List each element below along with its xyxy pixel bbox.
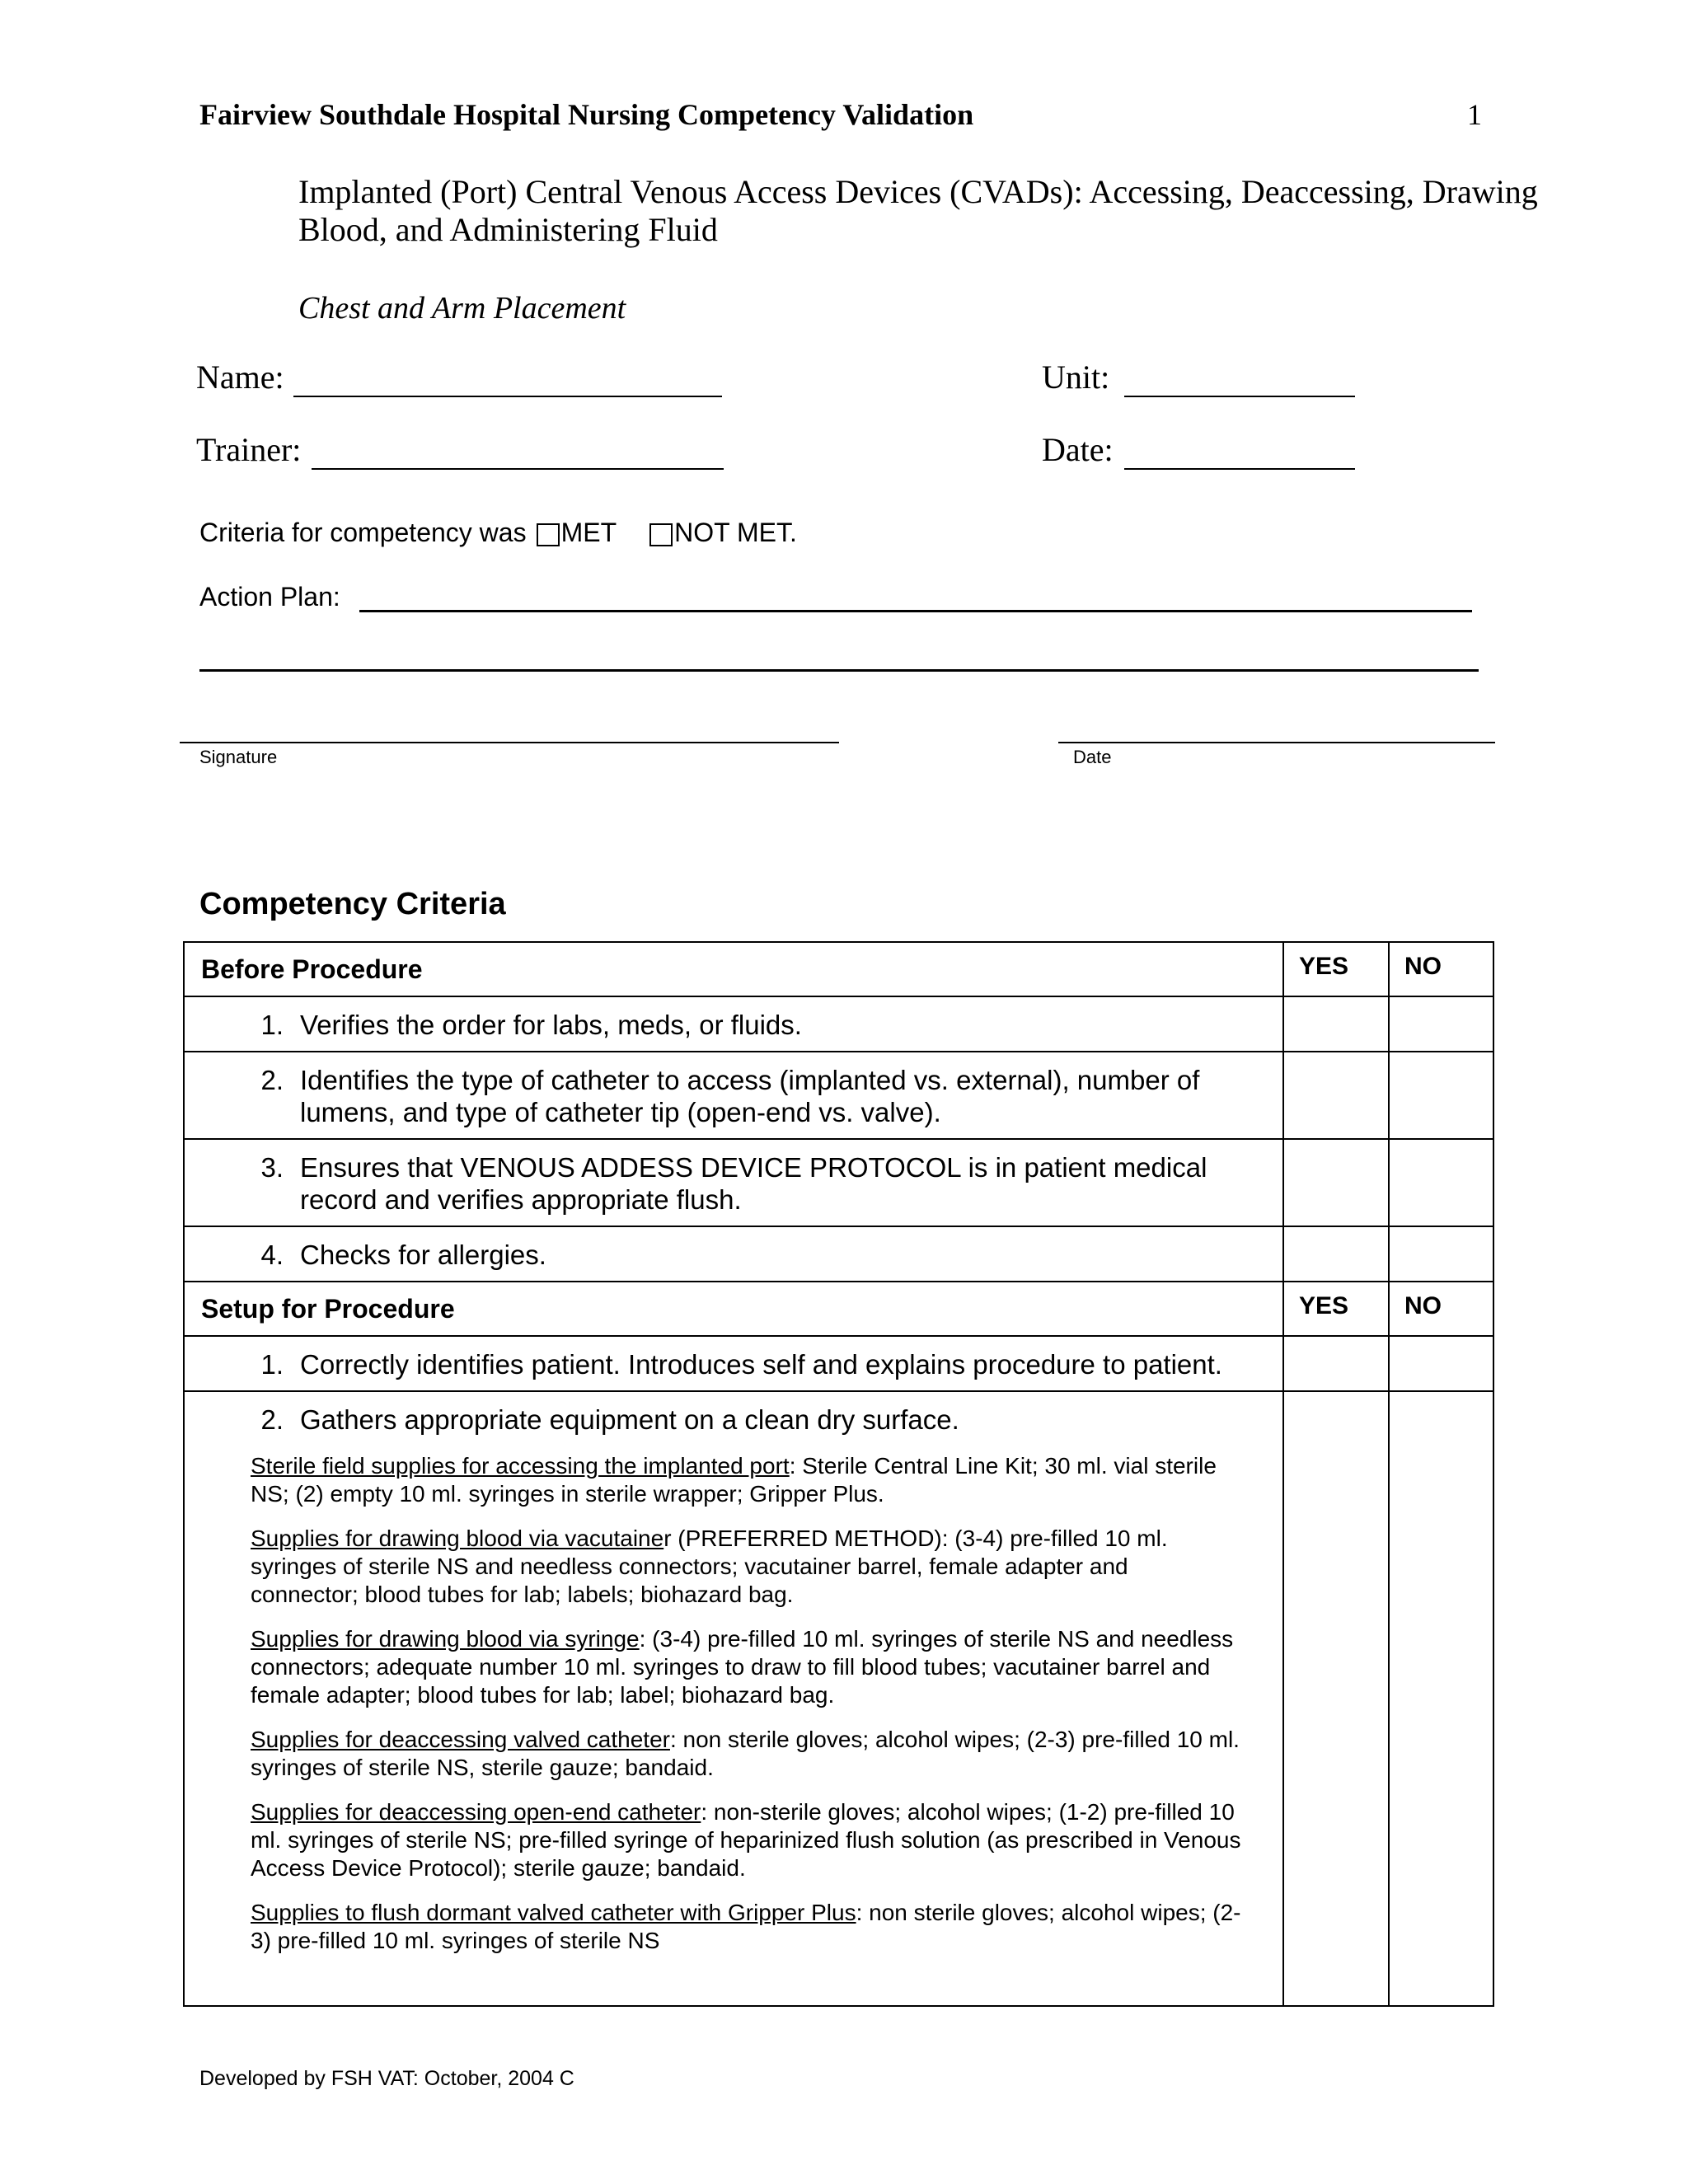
signature-date-label: Date: [1073, 747, 1112, 767]
item-number: 1.: [260, 1349, 284, 1380]
signature-line[interactable]: [180, 709, 839, 743]
list-item: [251, 1726, 1241, 1782]
supply-title: Sterile field supplies for accessing the implanted port: [251, 1453, 790, 1479]
no-column-header: NO: [1389, 942, 1493, 996]
supply-title: Supplies to flush dormant valved catheter with Gripper Plus: [251, 1900, 856, 1925]
supply-text: r (PREFERRED METHOD): (3-4) pre-filled 10 ml. syringes of sterile NS and needless connectors; vacutainer barrel, female adapter and connector; blood tubes for lab; labels; biohazard bag.: [251, 1526, 1168, 1607]
setup-procedure-heading: Setup for Procedure: [184, 1282, 1283, 1336]
no-cell[interactable]: [1389, 996, 1493, 1052]
not-met-checkbox[interactable]: [649, 523, 673, 546]
item-number: 3.: [260, 1152, 284, 1183]
item-text: Gathers appropriate equipment on a clean dry surface.: [300, 1404, 959, 1435]
yes-column-header: YES: [1283, 942, 1389, 996]
no-cell[interactable]: [1389, 1052, 1493, 1139]
unit-field[interactable]: [1124, 359, 1355, 397]
list-item: [251, 1798, 1241, 1882]
item-number: 2.: [260, 1065, 284, 1095]
no-column-header: NO: [1389, 1282, 1493, 1336]
table-row: [184, 1052, 1493, 1139]
supply-text: : (3-4) pre-filled 10 ml. syringes of sterile NS and needless connectors; adequate number 10 ml. syringes to draw to fill blood tubes; vacutainer barrel and female adapter; blood tubes for lab; label; biohazard bag.: [251, 1626, 1234, 1708]
competency-heading: Competency Criteria: [199, 887, 506, 921]
no-cell[interactable]: [1389, 1336, 1493, 1391]
list-item: [251, 1452, 1241, 1508]
name-field[interactable]: [293, 359, 722, 397]
signature-date-line[interactable]: [1058, 709, 1495, 743]
yes-cell[interactable]: [1283, 1226, 1389, 1282]
page-number: 1: [1467, 98, 1482, 131]
yes-cell[interactable]: [1283, 1391, 1389, 2006]
before-procedure-header-row: [184, 942, 1493, 996]
table-row: [184, 1139, 1493, 1226]
trainer-field[interactable]: [312, 432, 724, 470]
supply-text: : Sterile Central Line Kit; 30 ml. vial sterile NS; (2) empty 10 ml. syringes in sterile wrapper; Gripper Plus.: [251, 1453, 1217, 1507]
criteria-row: [199, 518, 797, 548]
item-text: Identifies the type of catheter to access (implanted vs. external), number of lumens, and type of catheter tip (open-end vs. valve).: [300, 1065, 1200, 1127]
unit-label: Unit:: [1042, 359, 1110, 396]
before-procedure-heading: Before Procedure: [184, 942, 1283, 996]
date-label: Date:: [1042, 431, 1114, 468]
signature-label: Signature: [199, 747, 278, 767]
document-subtitle: Chest and Arm Placement: [298, 291, 626, 326]
item-number: 2.: [260, 1404, 284, 1435]
item-text: Ensures that VENOUS ADDESS DEVICE PROTOCOL is in patient medical record and verifies appropriate flush.: [300, 1152, 1207, 1215]
yes-cell[interactable]: [1283, 1139, 1389, 1226]
no-cell[interactable]: [1389, 1226, 1493, 1282]
list-item: [251, 1899, 1241, 1955]
item-text: Correctly identifies patient. Introduces self and explains procedure to patient.: [300, 1349, 1222, 1380]
action-plan-line-1[interactable]: [359, 577, 1472, 612]
trainer-label: Trainer:: [196, 431, 302, 468]
item-text: Verifies the order for labs, meds, or fluids.: [300, 1010, 802, 1040]
item-text: Checks for allergies.: [300, 1240, 546, 1270]
met-label: MET: [560, 518, 617, 547]
table-row: [184, 996, 1493, 1052]
item-number: 1.: [260, 1010, 284, 1040]
competency-table: [183, 941, 1494, 2007]
footer-text: Developed by FSH VAT: October, 2004 C: [199, 2067, 574, 2090]
header-title: Fairview Southdale Hospital Nursing Competency Validation: [199, 98, 974, 131]
supply-text: : non-sterile gloves; alcohol wipes; (1-2) pre-filled 10 ml. syringes of sterile NS; pre-filled syringe of heparinized flush solution (as prescribed in Venous Access Device Protocol); sterile gauze; bandaid.: [251, 1799, 1241, 1881]
supply-title: Supplies for deaccessing open-end catheter: [251, 1799, 701, 1825]
table-row: [184, 1336, 1493, 1391]
name-label: Name:: [196, 359, 284, 396]
yes-cell[interactable]: [1283, 1052, 1389, 1139]
document-title: Implanted (Port) Central Venous Access Devices (CVADs): Accessing, Deaccessing, Drawing Blood, and Administering Fluid: [298, 173, 1538, 248]
supplies-list: [185, 1452, 1282, 1955]
table-row: [184, 1391, 1493, 2006]
list-item: [251, 1525, 1241, 1609]
supply-title: Supplies for drawing blood via vacutaine: [251, 1526, 664, 1551]
date-field[interactable]: [1124, 432, 1355, 470]
supply-title: Supplies for drawing blood via syringe: [251, 1626, 640, 1652]
supply-title: Supplies for deaccessing valved catheter: [251, 1727, 670, 1752]
criteria-prefix: Criteria for competency was: [199, 518, 527, 547]
no-cell[interactable]: [1389, 1139, 1493, 1226]
item-number: 4.: [260, 1240, 284, 1270]
setup-procedure-header-row: [184, 1282, 1493, 1336]
not-met-label: NOT MET.: [674, 518, 797, 547]
yes-cell[interactable]: [1283, 1336, 1389, 1391]
action-plan-line-2[interactable]: [199, 636, 1479, 672]
list-item: [251, 1625, 1241, 1709]
action-plan-label: Action Plan:: [199, 582, 340, 612]
no-cell[interactable]: [1389, 1391, 1493, 2006]
yes-column-header: YES: [1283, 1282, 1389, 1336]
met-checkbox[interactable]: [537, 523, 560, 546]
table-row: [184, 1226, 1493, 1282]
supply-text: : non sterile gloves; alcohol wipes; (2-3) pre-filled 10 ml. syringes of sterile NS: [251, 1900, 1241, 1953]
supply-text: : non sterile gloves; alcohol wipes; (2-3) pre-filled 10 ml. syringes of sterile NS, sterile gauze; bandaid.: [251, 1727, 1240, 1780]
yes-cell[interactable]: [1283, 996, 1389, 1052]
